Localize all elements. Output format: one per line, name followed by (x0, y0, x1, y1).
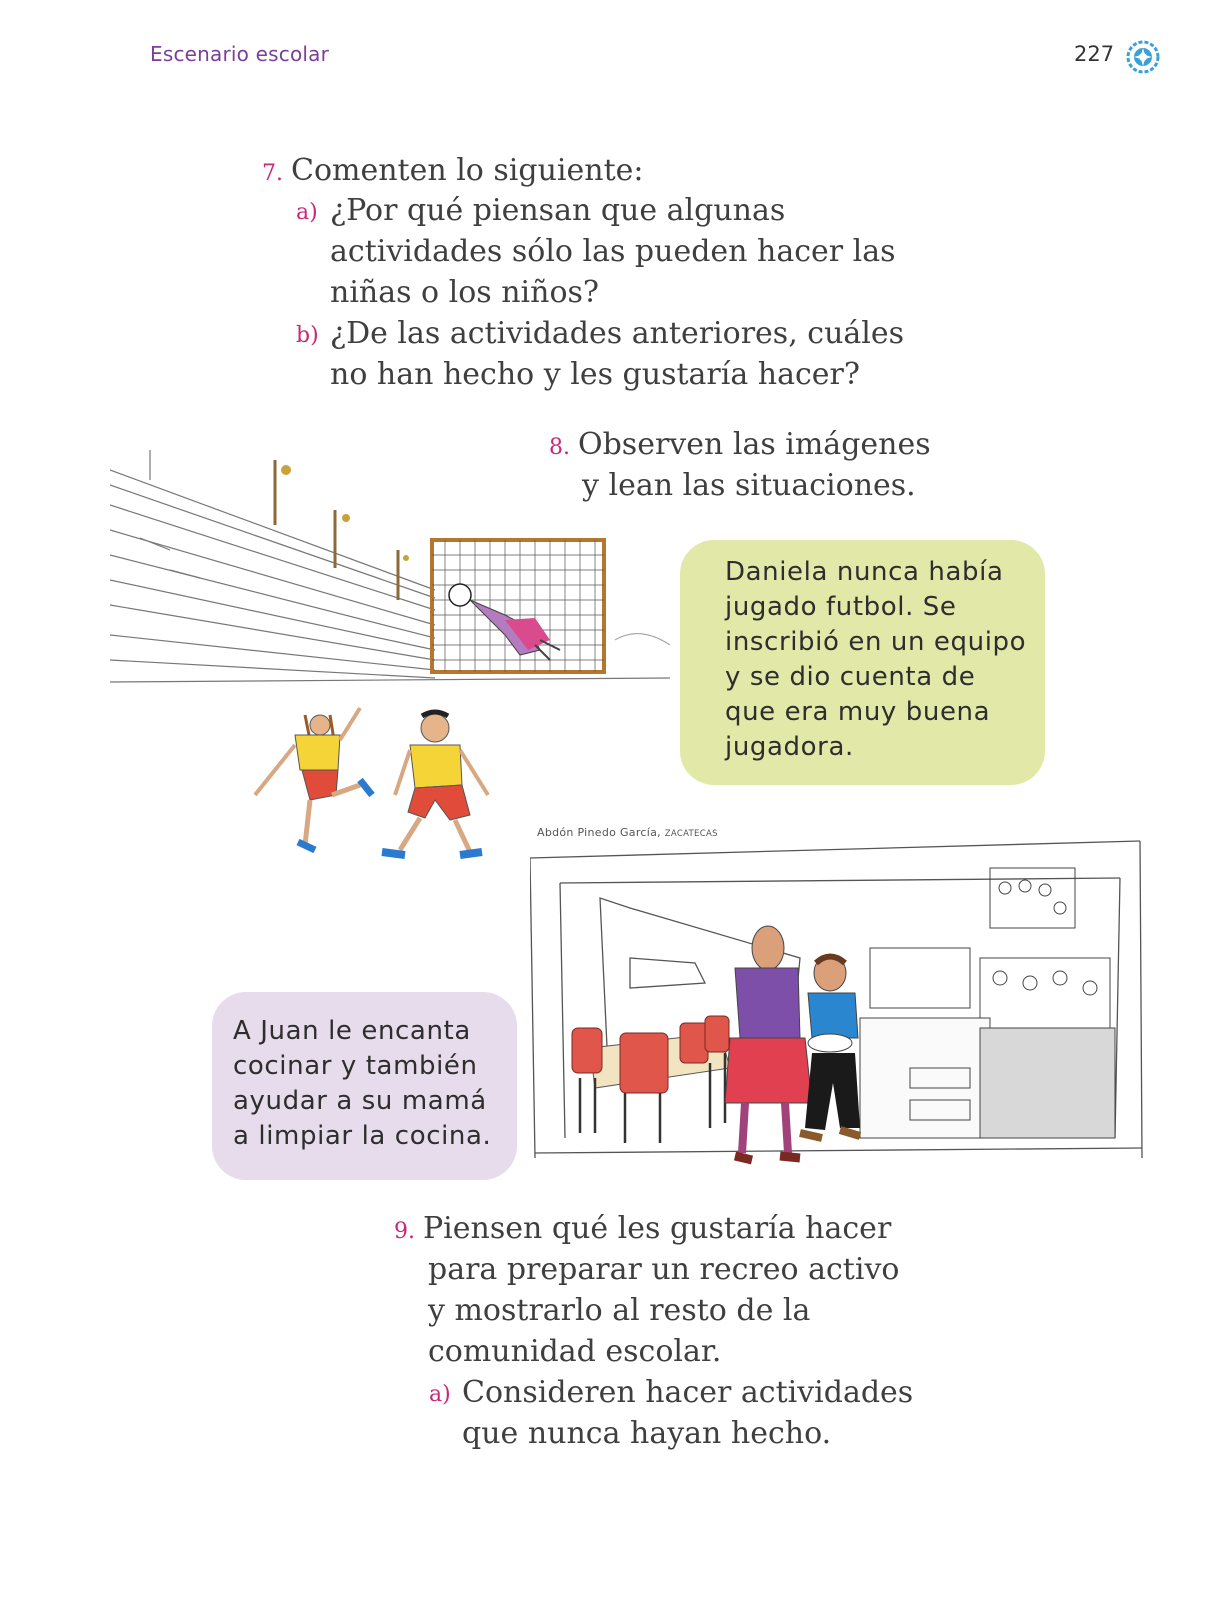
activity-9-line: comunidad escolar. (428, 1334, 722, 1369)
bubble-line: A Juan le encanta (233, 1016, 471, 1046)
illustration-credit: Abdón Pinedo García, ZACATECAS (537, 826, 718, 839)
bubble-line: ayudar a su mamá (233, 1086, 487, 1116)
compass-rose-icon (1126, 40, 1160, 74)
bubble-line: inscribió en un equipo (725, 627, 1027, 657)
activity-9-line: y mostrarlo al resto de la (428, 1293, 811, 1328)
kitchen-illustration (530, 838, 1150, 1173)
activity-number: 8. (549, 435, 570, 460)
item-b-line: ¿De las actividades anteriores, cuáles (330, 316, 905, 351)
activity-8-heading: 8. Observen las imágenes (549, 427, 931, 462)
item-letter: b) (296, 323, 319, 348)
bubble-line: y se dio cuenta de (725, 662, 976, 692)
item-a-line: actividades sólo las pueden hacer las (330, 234, 896, 269)
item-a-line: ¿Por qué piensan que algunas (330, 193, 786, 228)
bubble-line: cocinar y también (233, 1051, 478, 1081)
item-letter: a) (429, 1382, 451, 1407)
section-title: Escenario escolar (150, 42, 330, 66)
bubble-line: jugadora. (725, 732, 854, 762)
page-number: 227 (1074, 42, 1115, 66)
activity-9-line: para preparar un recreo activo (428, 1252, 900, 1287)
bubble-line: que era muy buena (725, 697, 991, 727)
bubble-line: Daniela nunca había (725, 557, 1004, 587)
item-b-line: no han hecho y les gustaría hacer? (330, 357, 860, 392)
bubble-line: jugado futbol. Se (725, 592, 957, 622)
item-a-line: niñas o los niños? (330, 275, 600, 310)
activity-number: 7. (262, 161, 283, 186)
bubble-line: a limpiar la cocina. (233, 1121, 492, 1151)
activity-7-heading: 7. Comenten lo siguiente: (262, 153, 644, 188)
juan-speech-bubble (212, 992, 517, 1180)
item-a-line: Consideren hacer actividades (462, 1375, 914, 1410)
daniela-speech-bubble (680, 540, 1045, 785)
activity-number: 9. (394, 1219, 415, 1244)
item-letter: a) (296, 200, 318, 225)
activity-9-heading: 9. Piensen qué les gustaría hacer (394, 1211, 892, 1246)
item-a-line: que nunca hayan hecho. (462, 1416, 832, 1451)
soccer-field-illustration (110, 450, 680, 870)
activity-8-line: y lean las situaciones. (582, 468, 916, 503)
